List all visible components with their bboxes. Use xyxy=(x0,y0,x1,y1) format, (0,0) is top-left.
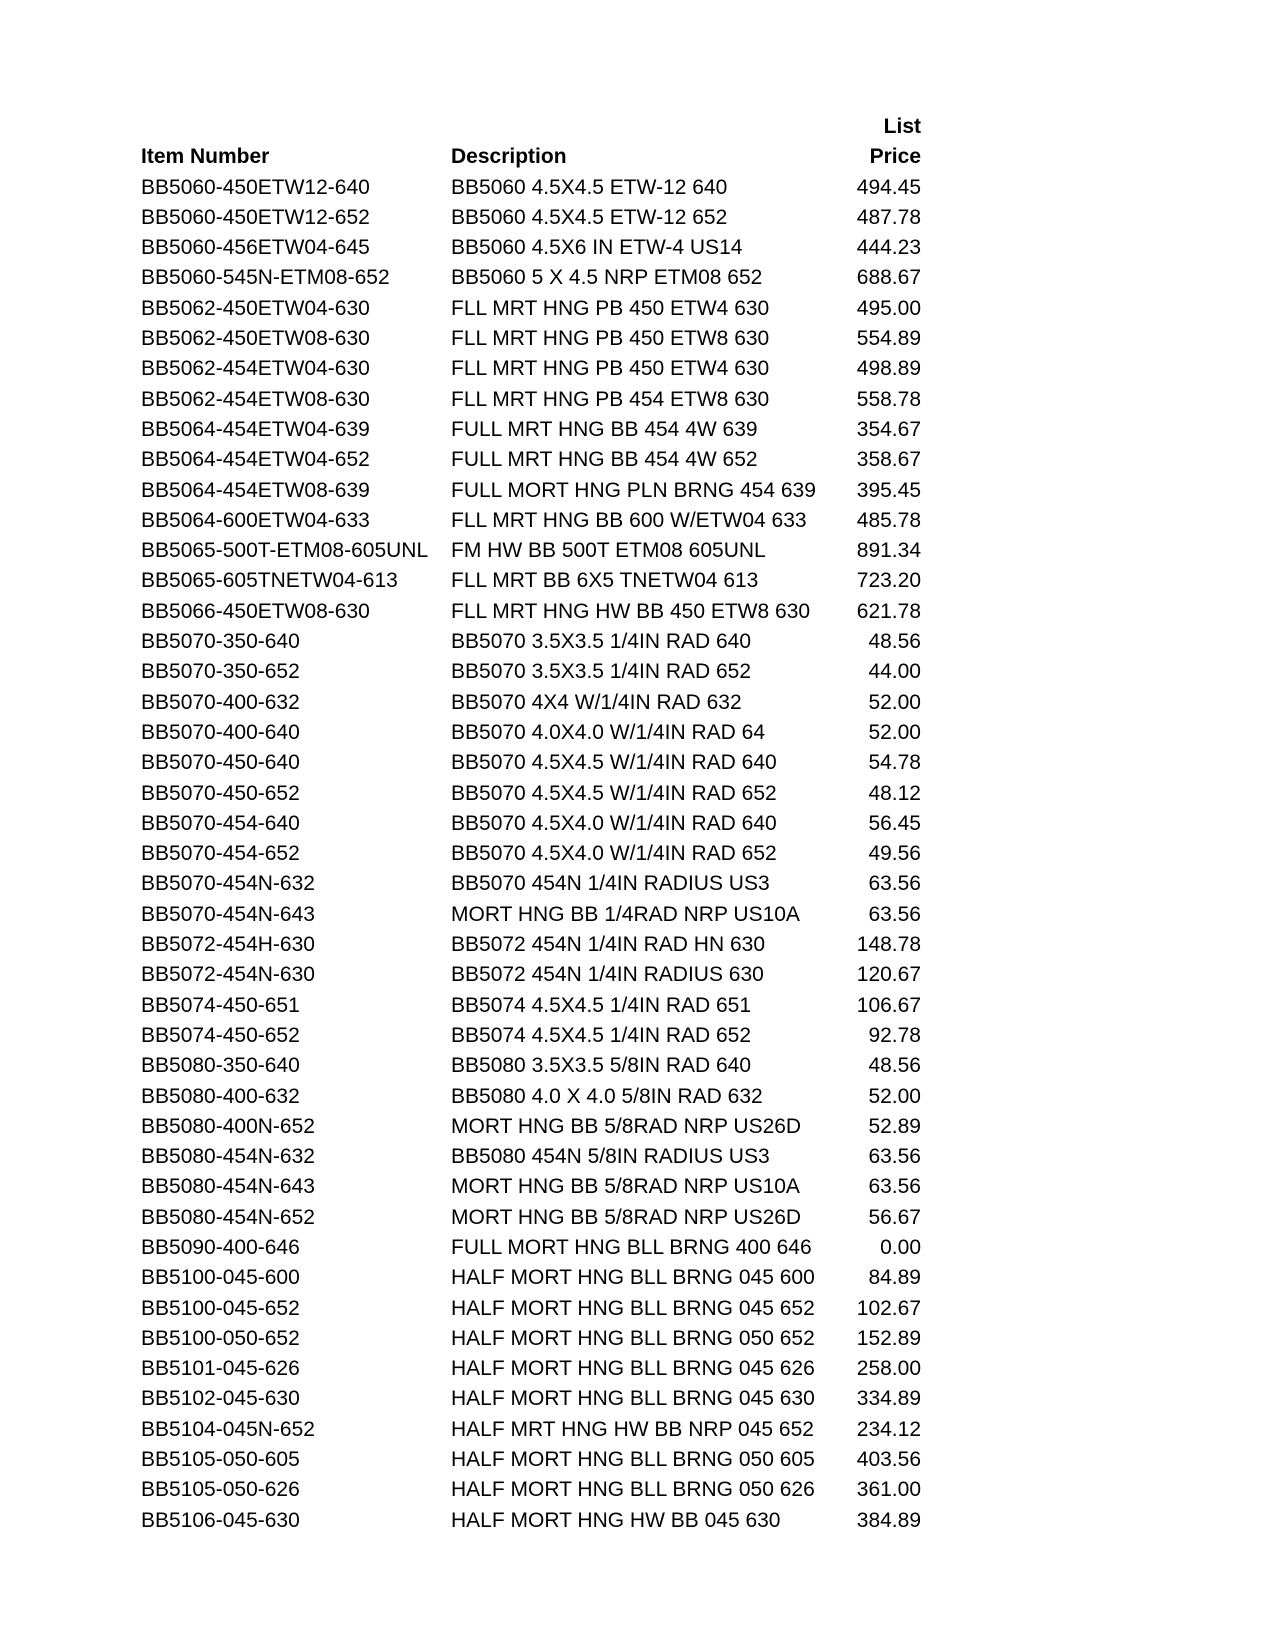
item-number-cell: BB5072-454H-630 xyxy=(141,933,315,957)
item-number-cell: BB5100-045-600 xyxy=(141,1266,300,1290)
table-row xyxy=(141,899,921,929)
list-price-cell: 0.00 xyxy=(880,1235,921,1259)
list-price-cell: 56.45 xyxy=(868,811,921,835)
item-number-cell: BB5065-605TNETW04-613 xyxy=(141,569,398,593)
list-price-cell: 63.56 xyxy=(868,902,921,926)
description-cell: FM HW BB 500T ETM08 605UNL xyxy=(451,539,766,563)
list-price-cell: 152.89 xyxy=(856,1326,921,1350)
item-number-cell: BB5072-454N-630 xyxy=(141,963,315,987)
table-row xyxy=(141,627,921,657)
list-price-cell: 258.00 xyxy=(856,1357,921,1381)
item-number-cell: BB5070-400-640 xyxy=(141,720,300,744)
description-cell: BB5070 3.5X3.5 1/4IN RAD 640 xyxy=(451,630,752,654)
list-price-cell: 48.56 xyxy=(868,630,921,654)
item-number-cell: BB5100-050-652 xyxy=(141,1326,300,1350)
item-number-cell: BB5070-450-640 xyxy=(141,751,300,775)
description-cell: BB5060 4.5X4.5 ETW-12 640 xyxy=(451,175,728,199)
table-row xyxy=(141,415,921,445)
item-number-cell: BB5070-450-652 xyxy=(141,781,300,805)
table-row xyxy=(141,1414,921,1444)
item-number-cell: BB5062-450ETW08-630 xyxy=(141,327,370,351)
table-row xyxy=(141,1293,921,1323)
item-number-cell: BB5080-400-632 xyxy=(141,1084,300,1108)
table-row xyxy=(141,718,921,748)
description-cell: HALF MORT HNG BLL BRNG 045 630 xyxy=(451,1387,815,1411)
list-price-cell: 234.12 xyxy=(856,1417,921,1441)
item-number-cell: BB5080-454N-643 xyxy=(141,1175,315,1199)
table-row xyxy=(141,930,921,960)
description-cell: BB5070 4.5X4.5 W/1/4IN RAD 640 xyxy=(451,751,777,775)
table-row xyxy=(141,1202,921,1232)
header-description: Description xyxy=(451,145,567,169)
table-row xyxy=(141,203,921,233)
description-cell: BB5070 4X4 W/1/4IN RAD 632 xyxy=(451,690,742,714)
list-price-cell: 891.34 xyxy=(856,539,921,563)
list-price-cell: 63.56 xyxy=(868,1145,921,1169)
list-price-cell: 48.12 xyxy=(868,781,921,805)
list-price-cell: 334.89 xyxy=(856,1387,921,1411)
table-row xyxy=(141,172,921,202)
table-row xyxy=(141,960,921,990)
description-cell: BB5080 3.5X3.5 5/8IN RAD 640 xyxy=(451,1054,752,1078)
list-price-cell: 84.89 xyxy=(868,1266,921,1290)
list-price-cell: 361.00 xyxy=(856,1478,921,1502)
table-row xyxy=(141,1142,921,1172)
table-row xyxy=(141,1384,921,1414)
list-price-cell: 487.78 xyxy=(856,205,921,229)
list-price-cell: 48.56 xyxy=(868,1054,921,1078)
table-row xyxy=(141,475,921,505)
item-number-cell: BB5080-350-640 xyxy=(141,1054,300,1078)
header-item-number: Item Number xyxy=(141,145,270,169)
table-row xyxy=(141,536,921,566)
table-row xyxy=(141,1081,921,1111)
table-row xyxy=(141,566,921,596)
list-price-cell: 723.20 xyxy=(856,569,921,593)
description-cell: FLL MRT BB 6X5 TNETW04 613 xyxy=(451,569,759,593)
list-price-cell: 495.00 xyxy=(856,296,921,320)
description-cell: BB5072 454N 1/4IN RAD HN 630 xyxy=(451,933,766,957)
list-price-cell: 52.00 xyxy=(868,720,921,744)
description-cell: BB5070 4.5X4.5 W/1/4IN RAD 652 xyxy=(451,781,777,805)
list-price-cell: 49.56 xyxy=(868,842,921,866)
table-row xyxy=(141,1475,921,1505)
description-cell: FULL MRT HNG BB 454 4W 639 xyxy=(451,417,758,441)
item-number-cell: BB5062-454ETW04-630 xyxy=(141,357,370,381)
table-row xyxy=(141,1354,921,1384)
list-price-cell: 63.56 xyxy=(868,872,921,896)
table-row xyxy=(141,748,921,778)
item-number-cell: BB5070-400-632 xyxy=(141,690,300,714)
table-row xyxy=(141,1112,921,1142)
table-row xyxy=(141,293,921,323)
table-row xyxy=(141,1263,921,1293)
table-row xyxy=(141,869,921,899)
table-row xyxy=(141,445,921,475)
header-list-price-line2: Price xyxy=(869,145,921,169)
description-cell: BB5070 4.5X4.0 W/1/4IN RAD 652 xyxy=(451,842,777,866)
list-price-cell: 54.78 xyxy=(868,751,921,775)
description-cell: MORT HNG BB 5/8RAD NRP US26D xyxy=(451,1114,802,1138)
item-number-cell: BB5064-454ETW04-639 xyxy=(141,417,370,441)
item-number-cell: BB5074-450-652 xyxy=(141,1023,300,1047)
table-row xyxy=(141,384,921,414)
description-cell: BB5070 3.5X3.5 1/4IN RAD 652 xyxy=(451,660,752,684)
list-price-cell: 395.45 xyxy=(856,478,921,502)
header-row-top xyxy=(141,112,921,142)
table-row xyxy=(141,687,921,717)
table-row xyxy=(141,1172,921,1202)
list-price-cell: 120.67 xyxy=(856,963,921,987)
description-cell: BB5060 4.5X4.5 ETW-12 652 xyxy=(451,205,728,229)
description-cell: BB5074 4.5X4.5 1/4IN RAD 652 xyxy=(451,1023,752,1047)
description-cell: FULL MORT HNG PLN BRNG 454 639 xyxy=(451,478,816,502)
table-row xyxy=(141,1051,921,1081)
description-cell: HALF MORT HNG BLL BRNG 050 626 xyxy=(451,1478,815,1502)
table-row xyxy=(141,1324,921,1354)
item-number-cell: BB5070-454-640 xyxy=(141,811,300,835)
list-price-cell: 102.67 xyxy=(856,1296,921,1320)
description-cell: BB5072 454N 1/4IN RADIUS 630 xyxy=(451,963,764,987)
item-number-cell: BB5060-456ETW04-645 xyxy=(141,236,370,260)
item-number-cell: BB5062-450ETW04-630 xyxy=(141,296,370,320)
description-cell: MORT HNG BB 1/4RAD NRP US10A xyxy=(451,902,800,926)
description-cell: BB5080 454N 5/8IN RADIUS US3 xyxy=(451,1145,770,1169)
description-cell: FLL MRT HNG PB 450 ETW8 630 xyxy=(451,327,770,351)
item-number-cell: BB5080-454N-652 xyxy=(141,1205,315,1229)
description-cell: MORT HNG BB 5/8RAD NRP US10A xyxy=(451,1175,800,1199)
item-number-cell: BB5064-454ETW04-652 xyxy=(141,448,370,472)
table-row xyxy=(141,1021,921,1051)
item-number-cell: BB5070-350-640 xyxy=(141,630,300,654)
table-row xyxy=(141,990,921,1020)
description-cell: FLL MRT HNG PB 450 ETW4 630 xyxy=(451,357,770,381)
table-row xyxy=(141,354,921,384)
item-number-cell: BB5070-454N-632 xyxy=(141,872,315,896)
list-price-cell: 52.00 xyxy=(868,690,921,714)
list-price-cell: 92.78 xyxy=(868,1023,921,1047)
header-row xyxy=(141,142,921,172)
list-price-cell: 106.67 xyxy=(856,993,921,1017)
list-price-cell: 688.67 xyxy=(856,266,921,290)
list-price-cell: 56.67 xyxy=(868,1205,921,1229)
item-number-cell: BB5060-545N-ETM08-652 xyxy=(141,266,390,290)
table-row xyxy=(141,324,921,354)
item-number-cell: BB5101-045-626 xyxy=(141,1357,300,1381)
description-cell: BB5070 4.5X4.0 W/1/4IN RAD 640 xyxy=(451,811,777,835)
list-price-cell: 621.78 xyxy=(856,599,921,623)
item-number-cell: BB5102-045-630 xyxy=(141,1387,300,1411)
table-row xyxy=(141,506,921,536)
description-cell: FULL MORT HNG BLL BRNG 400 646 xyxy=(451,1235,812,1259)
description-cell: FLL MRT HNG PB 450 ETW4 630 xyxy=(451,296,770,320)
table-row xyxy=(141,1445,921,1475)
item-number-cell: BB5066-450ETW08-630 xyxy=(141,599,370,623)
item-number-cell: BB5105-050-605 xyxy=(141,1448,300,1472)
description-cell: BB5070 454N 1/4IN RADIUS US3 xyxy=(451,872,770,896)
list-price-cell: 494.45 xyxy=(856,175,921,199)
description-cell: BB5060 5 X 4.5 NRP ETM08 652 xyxy=(451,266,763,290)
list-price-cell: 558.78 xyxy=(856,387,921,411)
item-number-cell: BB5060-450ETW12-652 xyxy=(141,205,370,229)
price-list-table xyxy=(141,112,921,1536)
item-number-cell: BB5064-454ETW08-639 xyxy=(141,478,370,502)
list-price-cell: 403.56 xyxy=(856,1448,921,1472)
list-price-cell: 52.89 xyxy=(868,1114,921,1138)
table-row xyxy=(141,657,921,687)
list-price-cell: 384.89 xyxy=(856,1508,921,1532)
item-number-cell: BB5074-450-651 xyxy=(141,993,300,1017)
list-price-cell: 52.00 xyxy=(868,1084,921,1108)
description-cell: BB5060 4.5X6 IN ETW-4 US14 xyxy=(451,236,743,260)
item-number-cell: BB5070-350-652 xyxy=(141,660,300,684)
item-number-cell: BB5080-400N-652 xyxy=(141,1114,315,1138)
description-cell: HALF MORT HNG BLL BRNG 045 600 xyxy=(451,1266,815,1290)
item-number-cell: BB5106-045-630 xyxy=(141,1508,300,1532)
item-number-cell: BB5060-450ETW12-640 xyxy=(141,175,370,199)
item-number-cell: BB5104-045N-652 xyxy=(141,1417,315,1441)
description-cell: MORT HNG BB 5/8RAD NRP US26D xyxy=(451,1205,802,1229)
description-cell: BB5074 4.5X4.5 1/4IN RAD 651 xyxy=(451,993,752,1017)
description-cell: HALF MRT HNG HW BB NRP 045 652 xyxy=(451,1417,814,1441)
list-price-cell: 485.78 xyxy=(856,508,921,532)
description-cell: HALF MORT HNG BLL BRNG 050 652 xyxy=(451,1326,815,1350)
description-cell: BB5080 4.0 X 4.0 5/8IN RAD 632 xyxy=(451,1084,763,1108)
description-cell: FLL MRT HNG BB 600 W/ETW04 633 xyxy=(451,508,807,532)
table-row xyxy=(141,1505,921,1535)
table-body xyxy=(141,172,921,1535)
list-price-cell: 554.89 xyxy=(856,327,921,351)
description-cell: FULL MRT HNG BB 454 4W 652 xyxy=(451,448,758,472)
table-row xyxy=(141,778,921,808)
description-cell: FLL MRT HNG HW BB 450 ETW8 630 xyxy=(451,599,811,623)
table-row xyxy=(141,809,921,839)
list-price-cell: 444.23 xyxy=(856,236,921,260)
description-cell: HALF MORT HNG BLL BRNG 045 626 xyxy=(451,1357,815,1381)
table-row xyxy=(141,1233,921,1263)
list-price-cell: 63.56 xyxy=(868,1175,921,1199)
table-row xyxy=(141,596,921,626)
header-list-price-line1: List xyxy=(883,115,921,138)
item-number-cell: BB5062-454ETW08-630 xyxy=(141,387,370,411)
description-cell: HALF MORT HNG BLL BRNG 045 652 xyxy=(451,1296,815,1320)
item-number-cell: BB5090-400-646 xyxy=(141,1235,300,1259)
item-number-cell: BB5070-454N-643 xyxy=(141,902,315,926)
item-number-cell: BB5064-600ETW04-633 xyxy=(141,508,370,532)
list-price-cell: 498.89 xyxy=(856,357,921,381)
item-number-cell: BB5065-500T-ETM08-605UNL xyxy=(141,539,429,563)
description-cell: HALF MORT HNG BLL BRNG 050 605 xyxy=(451,1448,815,1472)
table-row xyxy=(141,839,921,869)
item-number-cell: BB5080-454N-632 xyxy=(141,1145,315,1169)
item-number-cell: BB5105-050-626 xyxy=(141,1478,300,1502)
list-price-cell: 44.00 xyxy=(868,660,921,684)
table-row xyxy=(141,263,921,293)
item-number-cell: BB5070-454-652 xyxy=(141,842,300,866)
table-row xyxy=(141,233,921,263)
item-number-cell: BB5100-045-652 xyxy=(141,1296,300,1320)
list-price-cell: 148.78 xyxy=(856,933,921,957)
description-cell: HALF MORT HNG HW BB 045 630 xyxy=(451,1508,781,1532)
list-price-cell: 358.67 xyxy=(856,448,921,472)
description-cell: BB5070 4.0X4.0 W/1/4IN RAD 64 xyxy=(451,720,766,744)
description-cell: FLL MRT HNG PB 454 ETW8 630 xyxy=(451,387,770,411)
list-price-cell: 354.67 xyxy=(856,417,921,441)
